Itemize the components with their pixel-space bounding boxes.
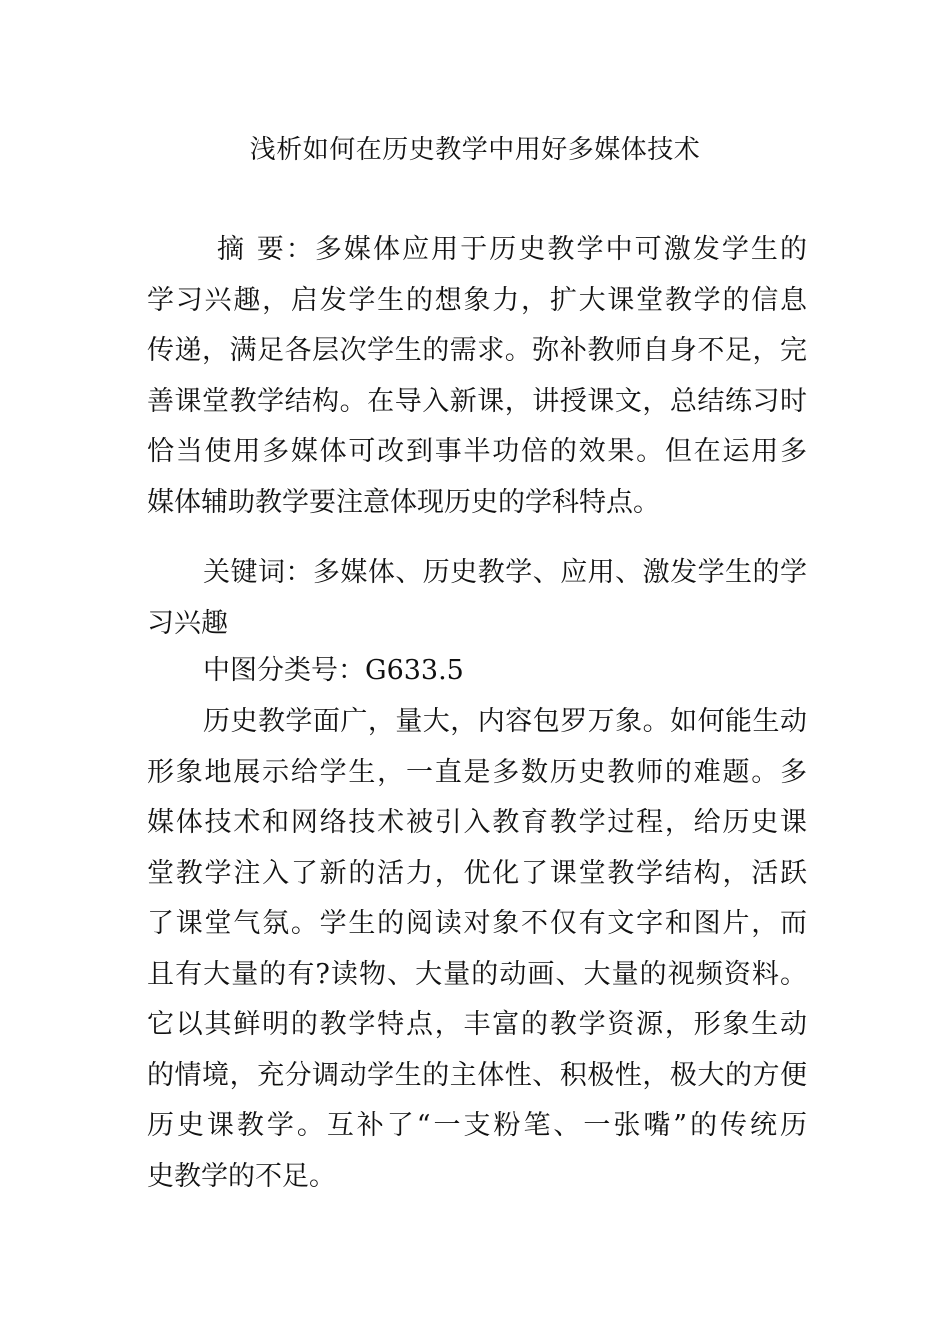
body-line: 史教学的不足。 [147,1160,336,1192]
body-line: 历史教学面广，量大，内容包罗万象。如何能生动 [203,706,807,737]
keywords-line: 习兴趣 [147,607,228,639]
body-line: 媒体技术和网络技术被引入教育教学过程，给历史课 [147,807,807,838]
classification-number [147,646,807,697]
body-line: 的情境，充分调动学生的主体性、积极性，极大的方便 [147,1059,807,1091]
body-line: 历史课教学。互补了“一支粉笔、一张嘴”的传统历 [147,1110,807,1141]
body-line: 堂教学注入了新的活力，优化了课堂教学结构，活跃 [147,857,807,889]
body-line: 且有大量的有?读物、大量的动画、大量的视频资料。 [147,958,807,990]
keywords-line: 关键词：多媒体、历史教学、应用、激发学生的学 [203,557,807,588]
document-title: 浅析如何在历史教学中用好多媒体技术 [249,135,701,165]
keywords-paragraph [147,548,807,649]
classification-line: 中图分类号：G633.5 [203,655,464,686]
body-line: 了课堂气氛。学生的阅读对象不仅有文字和图片，而 [147,908,807,939]
abstract-line: 媒体辅助教学要注意体现历史的学科特点。 [147,486,660,518]
body-line: 形象地展示给学生，一直是多数历史教师的难题。多 [147,756,807,788]
abstract-line: 摘 要：多媒体应用于历史教学中可激发学生的 [217,234,807,265]
body-paragraph [147,697,807,1202]
abstract-line: 学习兴趣，启发学生的想象力，扩大课堂教学的信息 [147,284,807,316]
abstract-line: 传递，满足各层次学生的需求。弥补教师自身不足，完 [147,335,807,366]
abstract-line: 善课堂教学结构。在导入新课，讲授课文，总结练习时 [147,385,807,417]
abstract-line: 恰当使用多媒体可改到事半功倍的效果。但在运用多 [147,436,807,467]
body-line: 它以其鲜明的教学特点，丰富的教学资源，形象生动 [147,1009,807,1040]
abstract-paragraph [147,225,807,528]
